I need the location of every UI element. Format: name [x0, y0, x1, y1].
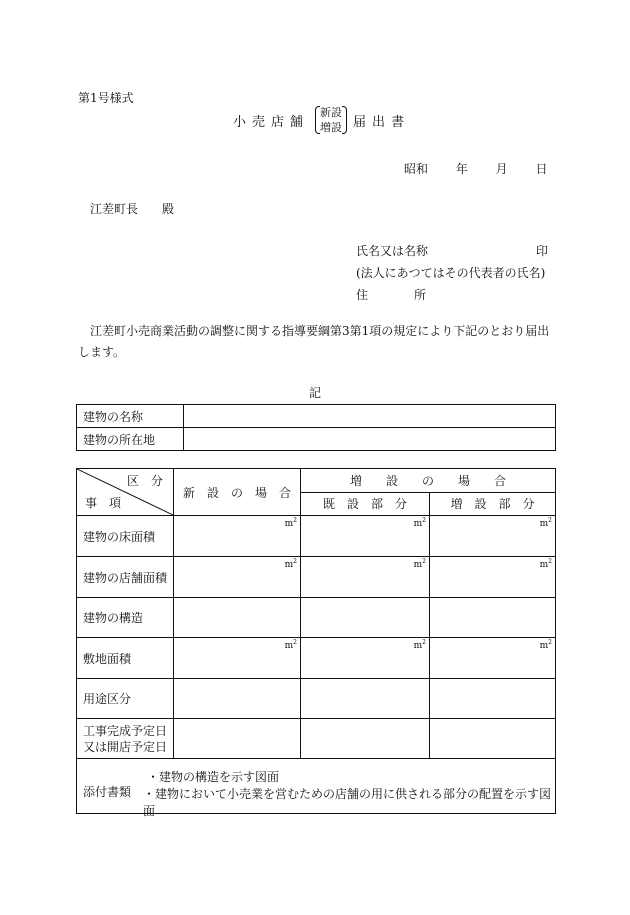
address-label-1: 住	[356, 288, 369, 302]
building-info-table	[76, 404, 556, 451]
header-jikou: 事 項	[85, 496, 122, 510]
seal-mark: 印	[536, 244, 549, 258]
title-brace-options	[315, 105, 347, 135]
cell-existing-structure[interactable]	[301, 598, 430, 638]
schedule-label-2: 又は開店予定日	[83, 739, 168, 754]
row-schedule-label	[77, 719, 174, 759]
address-label-2: 所	[414, 288, 427, 302]
header-added: 増 設 部 分	[430, 492, 556, 516]
applicant-corp-note: (法人にあつてはその代表者の氏名)	[356, 266, 546, 280]
header-new: 新 設 の 場 合	[174, 469, 301, 516]
cell-new-structure[interactable]	[174, 598, 301, 638]
body-text: 江差町小売商業活動の調整に関する指導要綱第3第1項の規定により下記のとおり届出します。	[78, 324, 550, 359]
table-row	[77, 557, 556, 598]
form-number: 第1号様式	[78, 91, 134, 105]
table-row	[77, 598, 556, 638]
area-table	[76, 468, 556, 818]
header-expand: 増 設 の 場 合	[301, 469, 556, 493]
cell-added-usage[interactable]	[430, 679, 556, 719]
attachments-cell	[77, 759, 556, 818]
title-suffix: 届出書	[353, 114, 411, 130]
title-prefix: 小売店舗	[233, 114, 310, 130]
date-month: 月	[495, 162, 508, 176]
cell-new-schedule[interactable]	[174, 719, 301, 759]
table-row	[77, 405, 556, 428]
cell-existing-floor-area[interactable]: $m^2$	[301, 516, 430, 557]
table-row	[77, 719, 556, 759]
row-store-area-label: 建物の店舗面積	[77, 557, 174, 598]
cell-added-store-area[interactable]: $m^2$	[430, 557, 556, 598]
building-location-label: 建物の所在地	[77, 428, 184, 451]
cell-added-schedule[interactable]	[430, 719, 556, 759]
date-day: 日	[535, 162, 548, 176]
date-line	[404, 160, 548, 177]
row-site-area-label: 敷地面積	[77, 638, 174, 679]
table-row	[77, 759, 556, 814]
date-year: 年	[455, 162, 468, 176]
header-kubun: 区 分	[126, 474, 163, 488]
applicant-name-label: 氏名又は名称	[356, 244, 429, 258]
cell-new-usage[interactable]	[174, 679, 301, 719]
attachment-item: ・建物において小売業を営むための店舗の用に供される部分の配置を示す図面	[143, 787, 552, 818]
row-floor-area-label	[77, 516, 174, 557]
cell-new-floor-area[interactable]: $m^2$	[174, 516, 301, 557]
row-structure-label: 建物の構造	[77, 598, 174, 638]
addressee: 江差町長 殿	[90, 202, 175, 216]
cell-existing-store-area[interactable]: $m^2$	[301, 557, 430, 598]
title-option-new: 新設	[320, 106, 343, 119]
title-option-expand: 増設	[320, 121, 343, 134]
attachment-item: ・建物の構造を示す図面	[147, 770, 280, 784]
cell-existing-site-area[interactable]: $m^2$	[301, 638, 430, 679]
building-name-value[interactable]	[184, 405, 556, 428]
ki-heading: 記	[309, 386, 322, 400]
date-era: 昭和	[404, 162, 429, 176]
attachments-list	[143, 769, 555, 820]
table-row	[77, 516, 556, 557]
cell-added-floor-area[interactable]: $m^2$	[430, 516, 556, 557]
cell-existing-usage[interactable]	[301, 679, 430, 719]
cell-new-site-area[interactable]: $m^2$	[174, 638, 301, 679]
schedule-label-1: 工事完成予定日	[83, 723, 168, 738]
cell-existing-schedule[interactable]	[301, 719, 430, 759]
building-name-label: 建物の名称	[77, 405, 184, 428]
row-usage-label: 用途区分	[77, 679, 174, 719]
building-location-value[interactable]	[184, 428, 556, 451]
document-title	[233, 105, 410, 135]
header-existing: 既 設 部 分	[301, 492, 430, 516]
cell-added-structure[interactable]	[430, 598, 556, 638]
header-diagonal-cell	[77, 469, 174, 516]
cell-added-site-area[interactable]: $m^2$	[430, 638, 556, 679]
row-label-text: 建物の床面積	[83, 529, 156, 544]
table-row	[77, 679, 556, 719]
cell-new-store-area[interactable]: $m^2$	[174, 557, 301, 598]
table-row	[77, 428, 556, 451]
attachments-label: 添付書類	[83, 785, 132, 799]
applicant-block	[356, 240, 548, 306]
table-row	[77, 638, 556, 679]
